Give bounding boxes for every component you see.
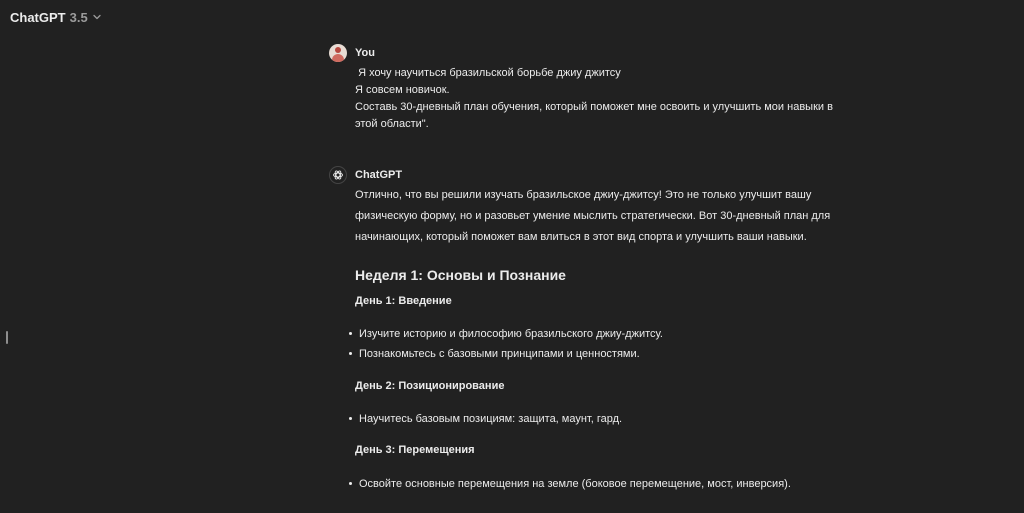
list-item: Познакомьтесь с базовыми принципами и ценностями. — [355, 344, 855, 364]
list-item: Освойте основные перемещения на земле (боковое перемещение, мост, инверсия). — [355, 474, 855, 494]
message-author: ChatGPT — [355, 169, 403, 181]
sidebar-toggle-handle[interactable] — [6, 331, 8, 344]
intro-line: физическую форму, но и разовьет умение мыслить стратегически. Вот 30-дневный план для — [355, 210, 831, 222]
day-heading: День 2: Позиционирование — [355, 380, 505, 392]
user-message-text — [355, 65, 855, 133]
model-selector[interactable] — [10, 10, 102, 25]
user-avatar-head — [335, 47, 341, 53]
day-bullet-list — [355, 474, 855, 494]
intro-line: Отлично, что вы решили изучать бразильское джиу-джитсу! Это не только улучшит вашу — [355, 189, 812, 201]
user-line: Я совсем новичок. — [355, 84, 450, 96]
model-version: 3.5 — [69, 9, 88, 25]
list-item: Изучите историю и философию бразильского джиу-джитсу. — [355, 324, 855, 344]
header — [10, 7, 102, 27]
list-item: Научитесь базовым позициям: защита, маунт, гард. — [355, 409, 855, 429]
assistant-message-body — [355, 185, 855, 494]
chevron-down-icon — [92, 12, 102, 22]
intro-paragraph — [355, 185, 855, 248]
day-heading: День 1: Введение — [355, 295, 452, 307]
intro-line: начинающих, который поможет вам влиться в этот вид спорта и улучшить ваши навыки. — [355, 231, 807, 243]
user-line: этой области". — [355, 118, 429, 130]
user-avatar — [329, 44, 347, 62]
user-line: Я хочу научиться бразильской борьбе джиу джитсу — [355, 67, 621, 79]
chatgpt-logo-icon — [329, 166, 347, 184]
day-bullet-list — [355, 324, 855, 364]
user-line: Составь 30-дневный план обучения, который поможет мне освоить и улучшить мои навыки в — [355, 101, 833, 113]
openai-logo-icon — [332, 169, 344, 181]
week-heading: Неделя 1: Основы и Познание — [355, 267, 566, 283]
user-avatar-body — [332, 54, 344, 62]
day-bullet-list — [355, 409, 855, 429]
model-name: ChatGPT — [10, 9, 66, 25]
day-heading: День 3: Перемещения — [355, 444, 475, 456]
message-author: You — [355, 47, 375, 59]
